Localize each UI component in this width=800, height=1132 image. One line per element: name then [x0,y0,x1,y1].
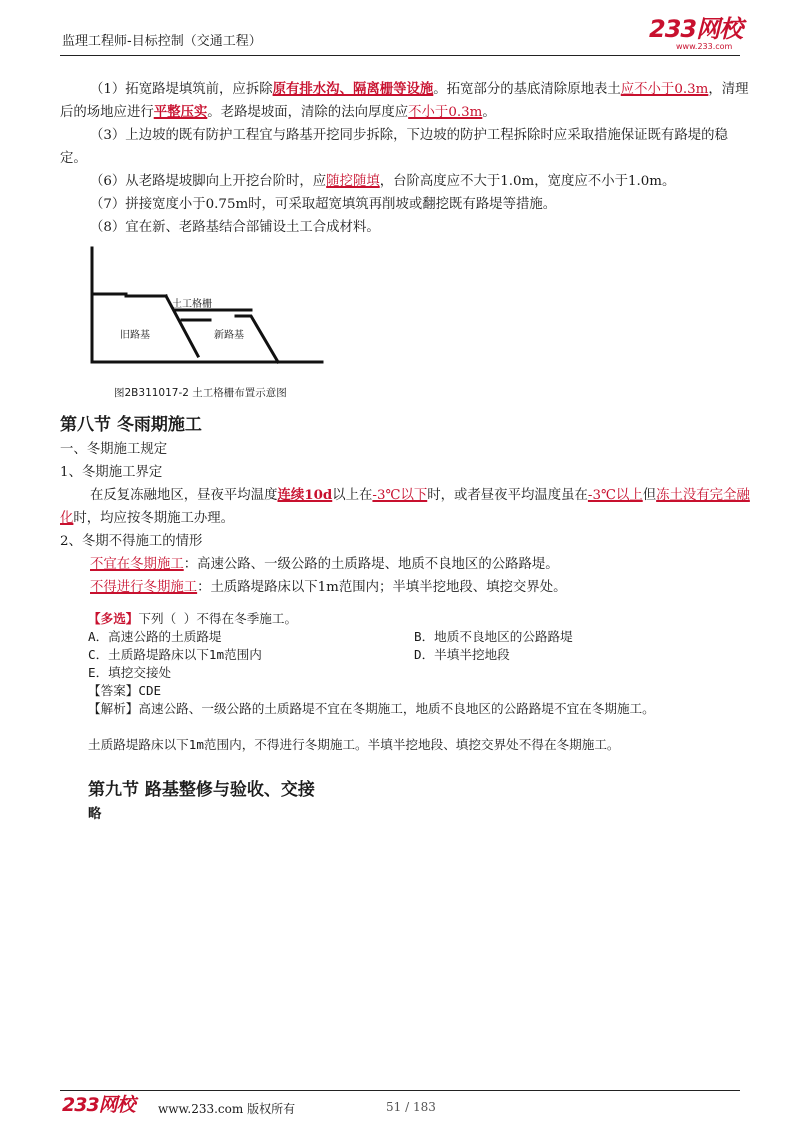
header-title: 监理工程师-目标控制（交通工程） [62,34,262,49]
footer-copyright: www.233.com 版权所有 [158,1102,296,1116]
text: ：土质路堤路床以下1m范围内；半填半挖地段、填挖交界处。 [197,580,567,595]
text: 但 [642,488,657,503]
page-number: 51 / 183 [386,1100,436,1114]
brand-url: www.233.com [676,42,733,51]
geogrid-label: 土工格栅 [172,299,212,310]
section-9-body: 略 [88,807,102,822]
text: 时，或者昼夜平均温度虽在 [427,488,588,503]
option-e: E．填挖交接处 [88,665,172,680]
highlight: -3℃以下 [372,488,428,503]
subheading-winter-rules: 一、冬期施工规定 [60,442,168,457]
highlight: 原有排水沟、隔离栅等设施 [272,81,434,97]
winter-definition-paragraph [60,484,750,530]
item-6-paragraph [60,170,750,193]
highlight: -3℃以上 [587,488,643,503]
option-b: B．地质不良地区的公路路堤 [414,629,573,644]
question-tag: 【多选】 [88,611,139,626]
geogrid-diagram [86,244,326,374]
analysis-2: 土质路堤路床以下1m范围内，不得进行冬期施工。半填半挖地段、填挖交界处不得在冬期施工。 [88,737,620,752]
subheading-no-winter-cases: 2、冬期不得施工的情形 [60,534,203,549]
text: ：高速公路、一级公路的土质路堤、地质不良地区的公路路堤。 [183,557,559,572]
highlight: 不宜在冬期施工 [90,557,184,572]
item-8-paragraph: （8）宜在新、老路基结合部铺设土工合成材料。 [90,220,380,235]
subheading-winter-definition: 1、冬期施工界定 [60,465,163,480]
figure-caption: 图2B311017-2 土工格栅布置示意图 [114,387,287,399]
text: 。拓宽部分的基底清除原地表土 [433,82,621,97]
analysis-1: 【解析】高速公路、一级公路的土质路堤不宜在冬期施工，地质不良地区的公路路堤不宜在冬期施工。 [88,701,655,716]
highlight: 随挖随填 [326,174,380,189]
header-divider [60,55,740,56]
option-c: C．土质路堤路床以下1m范围内 [88,647,262,662]
highlight: 应不小于0.3m [620,82,709,97]
text: 下列（ ）不得在冬季施工。 [138,611,298,626]
text: （1）拓宽路堤填筑前，应拆除 [90,82,273,97]
option-a: A．高速公路的土质路堤 [88,629,222,644]
text: （6）从老路堤坡脚向上开挖台阶时，应 [90,174,327,189]
item-7-paragraph: （7）拼接宽度小于0.75m时，可采取超宽填筑再削坡或翻挖既有路堤等措施。 [90,197,557,212]
item-3-paragraph: （3）上边坡的既有防护工程宜与路基开挖同步拆除，下边坡的防护工程拆除时应采取措施保证既有路堤的稳定。 [60,128,728,166]
text: 以上在 [332,488,373,503]
item-1-paragraph [60,78,750,124]
old-embankment-top [92,294,166,296]
text: 时，均应按冬期施工办理。 [73,511,235,526]
highlight: 平整压实 [153,104,208,120]
text: 。 [482,105,496,120]
highlight: 不小于0.3m [408,105,483,120]
highlight: 连续10d [277,487,333,503]
highlight: 冻土没有完全融化 [60,488,750,526]
option-d: D．半填半挖地段 [414,647,510,662]
text: ，台阶高度应不大于1.0m，宽度应不小于1.0m。 [379,174,676,189]
text: ，清理后的场地应进行 [60,82,749,120]
answer: 【答案】CDE [88,683,162,698]
section-9-title: 第九节 路基整修与验收、交接 [88,780,315,800]
brand-logo: 233网校 [649,15,743,43]
highlight: 不得进行冬期施工 [90,580,198,595]
question-stem [88,610,297,628]
old-subgrade-label: 旧路基 [120,330,150,341]
footer-divider [60,1090,740,1091]
section-8-title: 第八节 冬雨期施工 [60,415,202,435]
text: 在反复冻融地区，昼夜平均温度 [90,488,278,503]
footer-logo: 233网校 [62,1094,135,1116]
new-subgrade-label: 新路基 [214,330,244,341]
unsuitable-paragraph [60,553,750,576]
forbidden-paragraph [60,576,750,599]
text: 。老路堤坡面，清除的法向厚度应 [207,105,409,120]
